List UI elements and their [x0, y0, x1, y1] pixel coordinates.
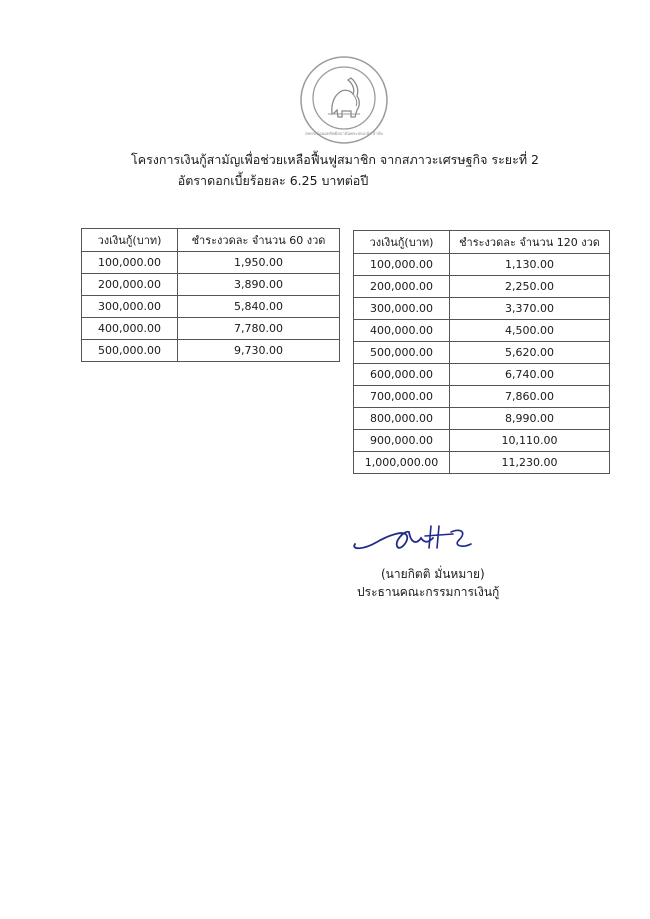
- payment-cell: 2,250.00: [450, 276, 610, 298]
- cooperative-logo: [298, 54, 390, 146]
- loan-amount-cell: 500,000.00: [354, 342, 450, 364]
- table-120-installments: [353, 230, 610, 474]
- payment-cell: 11,230.00: [450, 452, 610, 474]
- signer-name: (นายกิตติ มั่นหมาย): [381, 567, 485, 581]
- payment-cell: 3,890.00: [178, 274, 340, 296]
- loan-amount-cell: 300,000.00: [82, 296, 178, 318]
- header-loan-amount: วงเงินกู้(บาท): [82, 229, 178, 252]
- signer-title: ประธานคณะกรรมการเงินกู้: [357, 585, 500, 599]
- table-row: [354, 254, 610, 276]
- payment-cell: 6,740.00: [450, 364, 610, 386]
- interest-rate-line: อัตราดอกเบี้ยร้อยละ 6.25 บาทต่อปี: [177, 173, 369, 188]
- payment-cell: 7,860.00: [450, 386, 610, 408]
- loan-amount-cell: 200,000.00: [354, 276, 450, 298]
- table-row: [354, 452, 610, 474]
- table-row: [354, 342, 610, 364]
- table-60-installments: [81, 228, 340, 362]
- table-row: [354, 276, 610, 298]
- table-row: [354, 298, 610, 320]
- loan-amount-cell: 500,000.00: [82, 340, 178, 362]
- table-row: [82, 274, 340, 296]
- payment-cell: 1,950.00: [178, 252, 340, 274]
- header-payment-120: ชำระงวดละ จำนวน 120 งวด: [450, 231, 610, 254]
- payment-cell: 3,370.00: [450, 298, 610, 320]
- payment-cell: 4,500.00: [450, 320, 610, 342]
- payment-cell: 9,730.00: [178, 340, 340, 362]
- loan-amount-cell: 300,000.00: [354, 298, 450, 320]
- loan-amount-cell: 100,000.00: [82, 252, 178, 274]
- loan-amount-cell: 100,000.00: [354, 254, 450, 276]
- loan-amount-cell: 900,000.00: [354, 430, 450, 452]
- table-row: [354, 408, 610, 430]
- table-row: [82, 296, 340, 318]
- payment-cell: 7,780.00: [178, 318, 340, 340]
- payment-cell: 5,620.00: [450, 342, 610, 364]
- table-row: [354, 430, 610, 452]
- loan-amount-cell: 1,000,000.00: [354, 452, 450, 474]
- table-row: [82, 252, 340, 274]
- payment-cell: 10,110.00: [450, 430, 610, 452]
- loan-amount-cell: 800,000.00: [354, 408, 450, 430]
- table-row: [354, 320, 610, 342]
- loan-amount-cell: 700,000.00: [354, 386, 450, 408]
- table-row: [82, 340, 340, 362]
- payment-cell: 5,840.00: [178, 296, 340, 318]
- loan-amount-cell: 200,000.00: [82, 274, 178, 296]
- header-loan-amount: วงเงินกู้(บาท): [354, 231, 450, 254]
- loan-amount-cell: 600,000.00: [354, 364, 450, 386]
- program-title: โครงการเงินกู้สามัญเพื่อช่วยเหลือฟื้นฟูสมาชิก จากสภาวะเศรษฐกิจ ระยะที่ 2: [131, 152, 539, 167]
- table-row: [354, 364, 610, 386]
- loan-amount-cell: 400,000.00: [82, 318, 178, 340]
- payment-cell: 1,130.00: [450, 254, 610, 276]
- payment-cell: 8,990.00: [450, 408, 610, 430]
- logo-caption: สหกรณ์ออมทรัพย์สถาบันพระปกเกล้า จำกัด: [305, 131, 383, 136]
- header-payment-60: ชำระงวดละ จำนวน 60 งวด: [178, 229, 340, 252]
- loan-amount-cell: 400,000.00: [354, 320, 450, 342]
- handwritten-signature: [347, 518, 477, 562]
- table-row: [354, 386, 610, 408]
- table-row: [82, 318, 340, 340]
